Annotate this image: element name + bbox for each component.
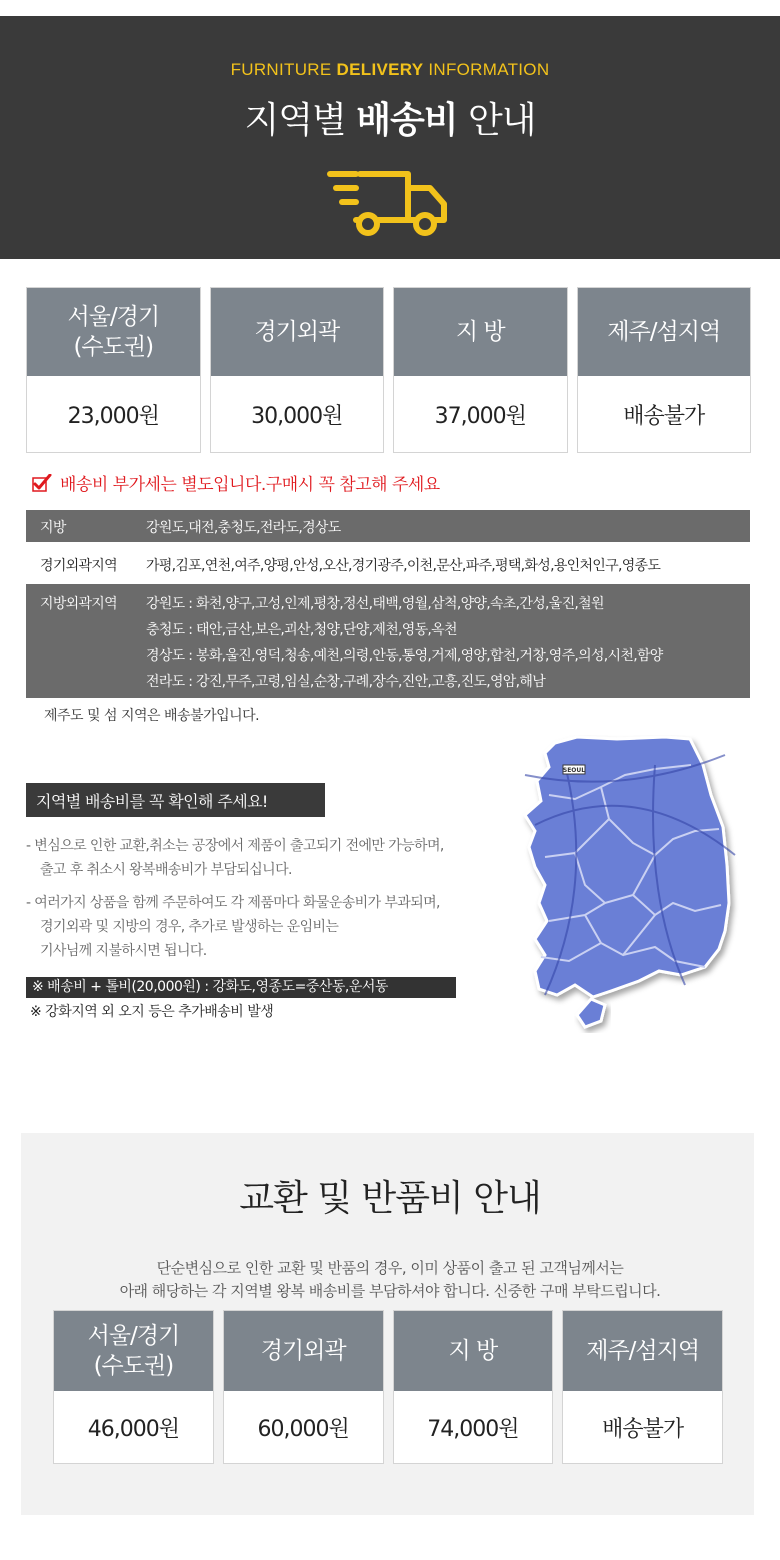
note-line: - 여러가지 상품을 함께 주문하여도 각 제품마다 화물운송비가 부과되며, xyxy=(26,895,440,911)
note-line: - 변심으로 인한 교환,취소는 공장에서 제품이 출고되기 전에만 가능하며, xyxy=(26,838,444,854)
subtitle-pre: FURNITURE xyxy=(230,60,337,79)
fee-card-region xyxy=(54,1311,213,1391)
exchange-card-seoul xyxy=(53,1310,214,1464)
region-row-gyeonggi-outer xyxy=(26,545,750,581)
region-text: 가평,김포,연천,여주,양평,안성,오산,경기광주,이천,문산,파주,평택,화성,용인처인구,영종도 xyxy=(146,558,661,574)
region-line1: 서울/경기 xyxy=(87,1323,180,1349)
region-line2: (수도권) xyxy=(73,334,154,360)
exchange-title: 교환 및 반품비 안내 xyxy=(239,1178,541,1219)
exchange-card-local xyxy=(393,1310,554,1464)
vat-notice-text: 배송비 부가세는 별도입니다.구매시 꼭 참고해 주세요 xyxy=(60,475,440,495)
region-line1: 서울/경기 xyxy=(67,304,160,330)
truck-icon xyxy=(326,168,450,238)
subtitle-post: INFORMATION xyxy=(423,60,550,79)
note-line: 기사님께 지불하시면 됩니다. xyxy=(40,943,207,959)
remote-area-notice: ※ 강화지역 외 오지 등은 추가배송비 발생 xyxy=(30,1004,274,1020)
region-text: 강원도,대전,충청도,전라도,경상도 xyxy=(146,520,341,536)
region-line-gyeongsang: 경상도 : 봉화,울진,영덕,청송,예천,의령,안동,통영,거제,영양,합천,거창,영주,의성,시천,함양 xyxy=(146,648,663,664)
vat-notice xyxy=(32,470,440,495)
note-line: 경기외곽 및 지방의 경우, 추가로 발생하는 운임비는 xyxy=(40,919,339,935)
fee-card-jeju xyxy=(577,287,752,453)
toll-notice: ※ 배송비 + 톨비(20,000원) : 강화도,영종도=중산동,운서동 xyxy=(26,977,456,998)
region-row-local xyxy=(26,510,750,542)
exchange-card-gyeonggi-outer xyxy=(223,1310,384,1464)
region-line-jeolla: 전라도 : 강진,무주,고령,임실,순창,구례,장수,진안,고흥,진도,영암,해남 xyxy=(146,674,546,690)
region-label: 지방 xyxy=(40,520,66,536)
fee-card-gyeonggi-outer xyxy=(210,287,385,453)
fee-card-price: 23,000원 xyxy=(67,403,159,429)
region-line-chungcheong: 충청도 : 태안,금산,보은,괴산,청양,단양,제천,영동,옥천 xyxy=(146,622,457,638)
note-line: 출고 후 취소시 왕복배송비가 부담되십니다. xyxy=(40,862,292,878)
title-pre: 지역별 xyxy=(244,100,357,141)
header-title xyxy=(0,92,780,143)
check-notice-title: 지역별 배송비를 꼭 확인해 주세요! xyxy=(26,783,325,817)
fee-card-price: 74,000원 xyxy=(427,1416,519,1442)
exchange-fee-cards xyxy=(53,1310,723,1464)
header-subtitle xyxy=(0,60,780,80)
fee-card-price: 배송불가 xyxy=(623,403,705,429)
fee-card-region: 경기외곽 xyxy=(224,1311,383,1391)
region-row-local-outer xyxy=(26,584,750,698)
korea-map-icon xyxy=(505,735,760,1040)
fee-card-region: 지 방 xyxy=(394,288,567,376)
region-line2: (수도권) xyxy=(93,1353,174,1379)
fee-card-region: 경기외곽 xyxy=(211,288,384,376)
fee-card-local xyxy=(393,287,568,453)
title-post: 안내 xyxy=(457,100,536,141)
fee-card-price: 37,000원 xyxy=(434,403,526,429)
fee-card-region: 지 방 xyxy=(394,1311,553,1391)
fee-card-price: 30,000원 xyxy=(251,403,343,429)
check-note-2 xyxy=(26,891,440,963)
fee-card-region: 제주/섬지역 xyxy=(578,288,751,376)
header-banner xyxy=(0,16,780,259)
exchange-card-jeju xyxy=(562,1310,723,1464)
fee-card-region: 제주/섬지역 xyxy=(563,1311,722,1391)
fee-card-region xyxy=(27,288,200,376)
check-note-1 xyxy=(26,834,444,882)
fee-card-price: 60,000원 xyxy=(257,1416,349,1442)
title-bold: 배송비 xyxy=(356,100,458,141)
subtitle-bold: DELIVERY xyxy=(336,60,424,79)
exchange-desc-line: 단순변심으로 인한 교환 및 반품의 경우, 이미 상품이 출고 된 고객님께서는 xyxy=(156,1259,624,1277)
checkmark-icon xyxy=(32,474,52,492)
jeju-note: 제주도 및 섬 지역은 배송불가입니다. xyxy=(44,708,260,724)
exchange-desc-line: 아래 해당하는 각 지역별 왕복 배송비를 부담하셔야 합니다. 신중한 구매 부탁드립니다. xyxy=(119,1282,661,1300)
fee-card-seoul xyxy=(26,287,201,453)
delivery-fee-cards xyxy=(26,287,751,453)
map-seoul-label: SEOUL xyxy=(562,767,586,774)
fee-card-price: 46,000원 xyxy=(87,1416,179,1442)
region-label: 경기외곽지역 xyxy=(40,558,117,574)
fee-card-price: 배송불가 xyxy=(602,1416,684,1442)
exchange-description xyxy=(0,1257,780,1303)
region-label: 지방외곽지역 xyxy=(40,596,117,612)
region-line-gangwon: 강원도 : 화천,양구,고성,인제,평창,정선,태백,영월,삼척,양양,속초,간성,울진,철원 xyxy=(146,596,604,612)
